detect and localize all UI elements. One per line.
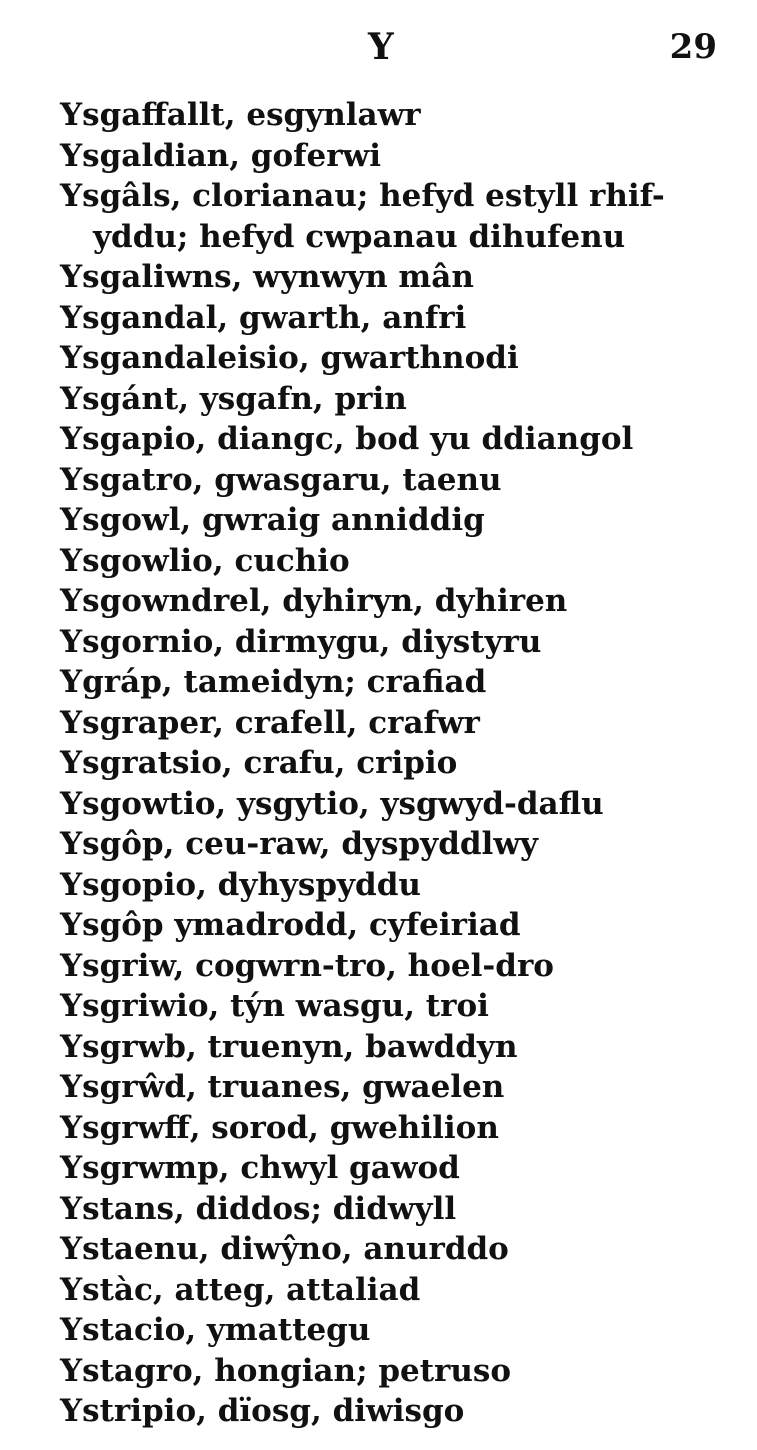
headword: Ystagro,	[60, 1352, 204, 1389]
headword: Ysgandaleisio,	[60, 340, 310, 376]
headword: Ysgrŵd,	[60, 1069, 197, 1105]
headword: Ygráp,	[60, 664, 173, 700]
definition: crafu, cripio	[232, 745, 458, 781]
headword: Ysgâls,	[60, 178, 182, 214]
headword: Ysgaldian,	[60, 137, 240, 174]
dictionary-entry	[60, 1067, 730, 1108]
definition: dyhyspyddu	[206, 866, 421, 903]
definition: ymadrodd, cyfeiriad	[163, 907, 521, 943]
definition: diwŷno, anurddo	[209, 1231, 509, 1267]
dictionary-entry	[60, 338, 730, 379]
headword: Ysgôp	[60, 907, 164, 943]
definition: diangc, bod yu ddiangol	[206, 421, 634, 457]
running-head: Y	[368, 26, 394, 68]
dictionary-entry	[60, 1148, 730, 1189]
definition: gwraig anniddig	[191, 502, 485, 538]
dictionary-entry	[60, 500, 730, 541]
dictionary-entry	[60, 622, 730, 663]
definition: cogwrn-tro, hoel-dro	[184, 947, 554, 984]
dictionary-entry	[60, 581, 730, 622]
definition-continuation: yddu; hefyd cwpanau dihufenu	[93, 218, 626, 255]
definition: sorod, gwehilion	[200, 1109, 499, 1146]
headword: Ystàc,	[60, 1271, 164, 1308]
headword: Ysgaliwns,	[60, 259, 243, 295]
dictionary-entry	[60, 379, 730, 420]
headword: Ysgowl,	[60, 502, 192, 538]
dictionary-entry	[60, 460, 730, 501]
dictionary-entry	[60, 662, 730, 703]
headword: Ystacio,	[60, 1312, 197, 1348]
dictionary-entry	[60, 419, 730, 460]
headword: Ystans,	[60, 1190, 185, 1227]
definition: dirmygu, diystyru	[224, 623, 542, 660]
headword: Ysgornio,	[60, 623, 225, 660]
definition: týn wasgu, troi	[219, 988, 489, 1024]
dictionary-entry	[60, 1189, 730, 1230]
dictionary-entry	[60, 1310, 730, 1351]
headword: Ysgapio,	[60, 421, 207, 457]
dictionary-entry	[60, 541, 730, 582]
headword: Ystripio,	[60, 1393, 207, 1429]
page-header	[0, 22, 757, 72]
dictionary-entry	[60, 946, 730, 987]
dictionary-entry	[60, 1108, 730, 1149]
headword: Ysgriw,	[60, 947, 185, 984]
headword: Ysgrwmp,	[60, 1150, 230, 1186]
dictionary-entry	[60, 176, 730, 257]
headword: Ysgrwff,	[60, 1109, 201, 1146]
dictionary-entry	[60, 1027, 730, 1068]
definition: ceu-raw, dyspyddlwy	[174, 826, 539, 862]
definition: gwarth, anfri	[228, 299, 467, 336]
headword: Ysgatro,	[60, 461, 204, 498]
dictionary-entry	[60, 905, 730, 946]
dictionary-entry	[60, 1351, 730, 1392]
definition: crafell, crafwr	[223, 704, 480, 741]
definition: gwarthnodi	[309, 340, 519, 376]
definition: goferwi	[240, 137, 381, 174]
definition: cuchio	[223, 542, 350, 579]
dictionary-entry	[60, 986, 730, 1027]
headword: Ysgratsio,	[60, 745, 233, 781]
definition: clorianau; hefyd estyll rhif-	[181, 178, 665, 214]
definition: atteg, attaliad	[163, 1271, 421, 1308]
dictionary-entry	[60, 1270, 730, 1311]
definition: dïosg, diwisgo	[206, 1393, 465, 1429]
definition: diddos; didwyll	[184, 1190, 457, 1227]
dictionary-entry	[60, 95, 730, 136]
definition: esgynlawr	[235, 97, 421, 133]
headword: Ysgôp,	[60, 826, 175, 862]
definition: ymattegu	[196, 1312, 371, 1348]
dictionary-entry	[60, 743, 730, 784]
page-number: 29	[669, 27, 717, 67]
headword: Ysgowtio,	[60, 785, 227, 822]
definition: truanes, gwaelen	[196, 1069, 505, 1105]
definition: ysgafn, prin	[189, 380, 407, 417]
headword: Ysgowlio,	[60, 542, 224, 579]
headword: Ysgrwb,	[60, 1028, 197, 1065]
definition: tameidyn; crafiad	[172, 664, 487, 700]
definition: wynwyn mân	[242, 259, 474, 295]
dictionary-entry	[60, 298, 730, 339]
headword: Ysgraper,	[60, 704, 224, 741]
dictionary-entry	[60, 824, 730, 865]
dictionary-entry	[60, 703, 730, 744]
dictionary-entry	[60, 136, 730, 177]
dictionary-entry	[60, 784, 730, 825]
dictionary-entry	[60, 1391, 730, 1432]
definition: hongian; petruso	[203, 1352, 512, 1389]
headword: Ysgánt,	[60, 380, 189, 417]
dictionary-entry	[60, 1229, 730, 1270]
definition: ysgytio, ysgwyd-daflu	[226, 785, 604, 822]
definition: gwasgaru, taenu	[203, 461, 502, 498]
definition: truenyn, bawddyn	[196, 1028, 518, 1065]
headword: Ystaenu,	[60, 1231, 210, 1267]
dictionary-entry-list	[60, 95, 730, 1432]
dictionary-entry	[60, 257, 730, 298]
headword: Ysgaffallt,	[60, 97, 236, 133]
headword: Ysgowndrel,	[60, 583, 272, 619]
headword: Ysgopio,	[60, 866, 207, 903]
definition: chwyl gawod	[229, 1150, 460, 1186]
headword: Ysgandal,	[60, 299, 229, 336]
definition: dyhiryn, dyhiren	[271, 583, 568, 619]
dictionary-entry	[60, 865, 730, 906]
headword: Ysgriwio,	[60, 988, 220, 1024]
